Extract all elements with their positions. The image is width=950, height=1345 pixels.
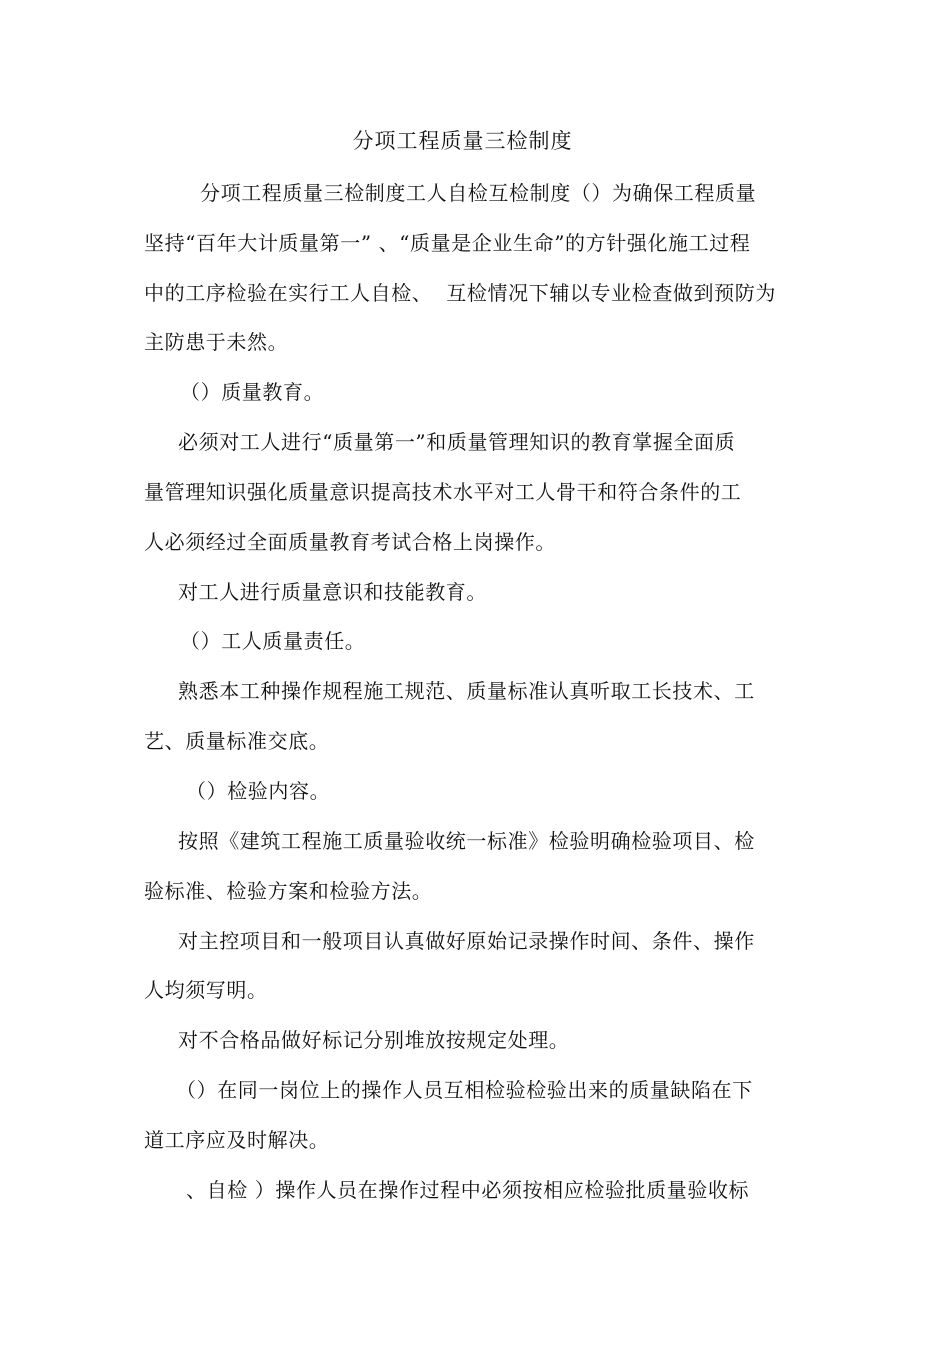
paragraph-line: 验标准、检验方案和检验方法。: [144, 879, 433, 903]
paragraph-line: 对主控项目和一般项目认真做好原始记录操作时间、条件、操作: [178, 929, 755, 953]
paragraph-line: 按照《建筑工程施工质量验收统一标准》检验明确检验项目、检: [178, 829, 755, 853]
paragraph-line: 坚持“百年大计质量第一” 、“质量是企业生命”的方针强化施工过程: [144, 231, 751, 255]
paragraph-line: 人必须经过全面质量教育考试合格上岗操作。: [144, 530, 556, 554]
paragraph-line: （）在同一岗位上的操作人员互相检验检验出来的质量缺陷在下: [176, 1078, 753, 1102]
section-heading: （）工人质量责任。: [180, 629, 366, 653]
paragraph-line: 中的工序检验在实行工人自检、 互检情况下辅以专业检查做到预防为: [144, 281, 776, 305]
paragraph-line: 、自检 ）操作人员在操作过程中必须按相应检验批质量验收标: [186, 1178, 750, 1202]
paragraph-line: 熟悉本工种操作规程施工规范、质量标准认真听取工长技术、工: [178, 679, 755, 703]
paragraph-line: 对工人进行质量意识和技能教育。: [178, 580, 487, 604]
paragraph-line: 量管理知识强化质量意识提高技术水平对工人骨干和符合条件的工: [144, 480, 742, 504]
paragraph-line: 主防患于未然。: [144, 330, 289, 354]
paragraph-line: 对不合格品做好标记分别堆放按规定处理。: [178, 1028, 570, 1052]
section-heading: （）检验内容。: [186, 779, 331, 803]
paragraph-line: 人均须写明。: [144, 978, 268, 1002]
section-heading: （）质量教育。: [180, 380, 325, 404]
document-title: 分项工程质量三检制度: [352, 129, 573, 153]
paragraph-line: 必须对工人进行“质量第一”和质量管理知识的教育掌握全面质: [178, 430, 736, 454]
paragraph-line: 艺、质量标准交底。: [144, 729, 330, 753]
paragraph-line: 道工序应及时解决。: [144, 1128, 330, 1152]
paragraph-line: 分项工程质量三检制度工人自检互检制度（）为确保工程质量: [200, 181, 757, 205]
